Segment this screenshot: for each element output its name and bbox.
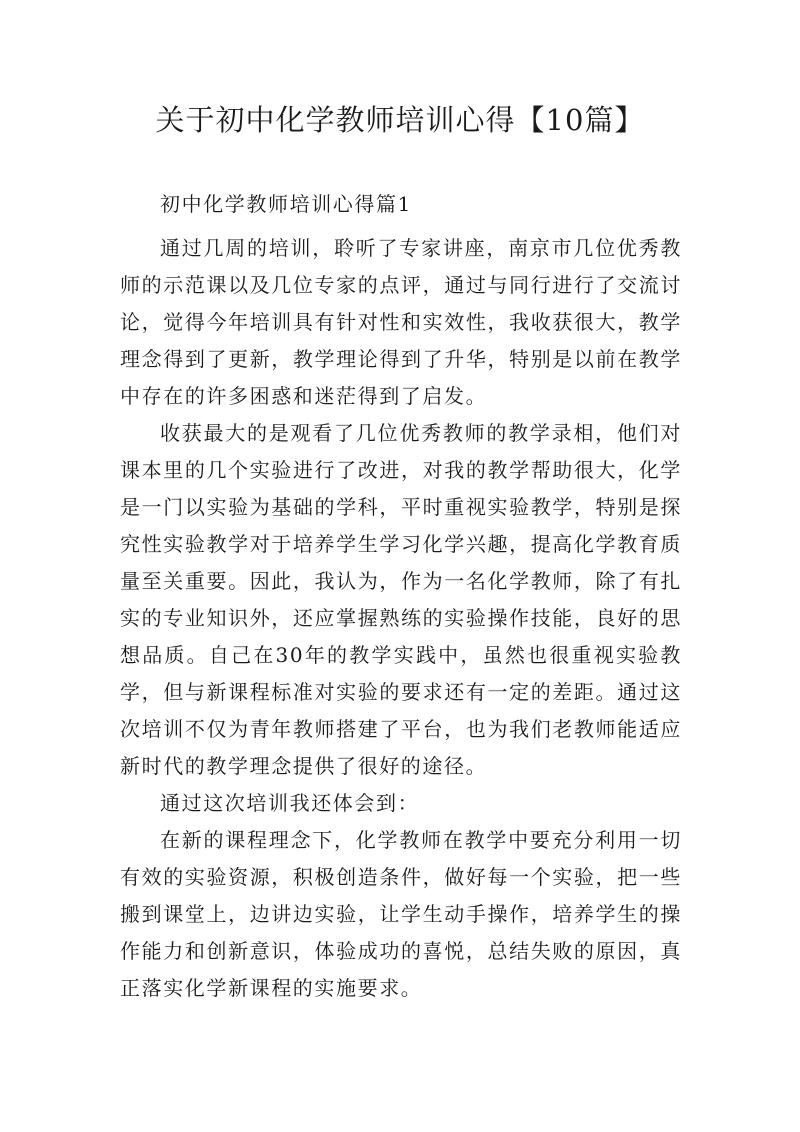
- document-title: 关于初中化学教师培训心得【10篇】: [155, 103, 645, 137]
- paragraph: 收获最大的是观看了几位优秀教师的教学录相，他们对课本里的几个实验进行了改进，对我的教学帮助很大，化学是一门以实验为基础的学科，平时重视实验教学，特别是探究性实验教学对于培养学生学习化学兴趣，提高化学教育质量至关重要。因此，我认为，作为一名化学教师，除了有扎实的专业知识外，还应掌握熟练的实验操作技能，良好的思想品质。自己在30年的教学实践中，虽然也很重视实验教学，但与新课程标准对实验的要求还有一定的差距。通过这次培训不仅为青年教师搭建了平台，也为我们老教师能适应新时代的教学理念提供了很好的途径。: [120, 421, 682, 778]
- paragraph: 通过几周的培训，聆听了专家讲座，南京市几位优秀教师的示范课以及几位专家的点评，通过与同行进行了交流讨论，觉得今年培训具有针对性和实效性，我收获很大，教学理念得到了更新，教学理论得到了升华，特别是以前在教学中存在的许多困惑和迷茫得到了启发。: [120, 236, 682, 408]
- paragraph: 通过这次培训我还体会到：: [160, 791, 420, 815]
- document-body: [120, 186, 682, 1007]
- section-heading: 初中化学教师培训心得篇1: [160, 192, 412, 216]
- paragraph: 在新的课程理念下，化学教师在教学中要充分利用一切有效的实验资源，积极创造条件，做好每一个实验，把一些搬到课堂上，边讲边实验，让学生动手操作，培养学生的操作能力和创新意识，体验成功的喜悦，总结失败的原因，真正落实化学新课程的实施要求。: [120, 828, 682, 1000]
